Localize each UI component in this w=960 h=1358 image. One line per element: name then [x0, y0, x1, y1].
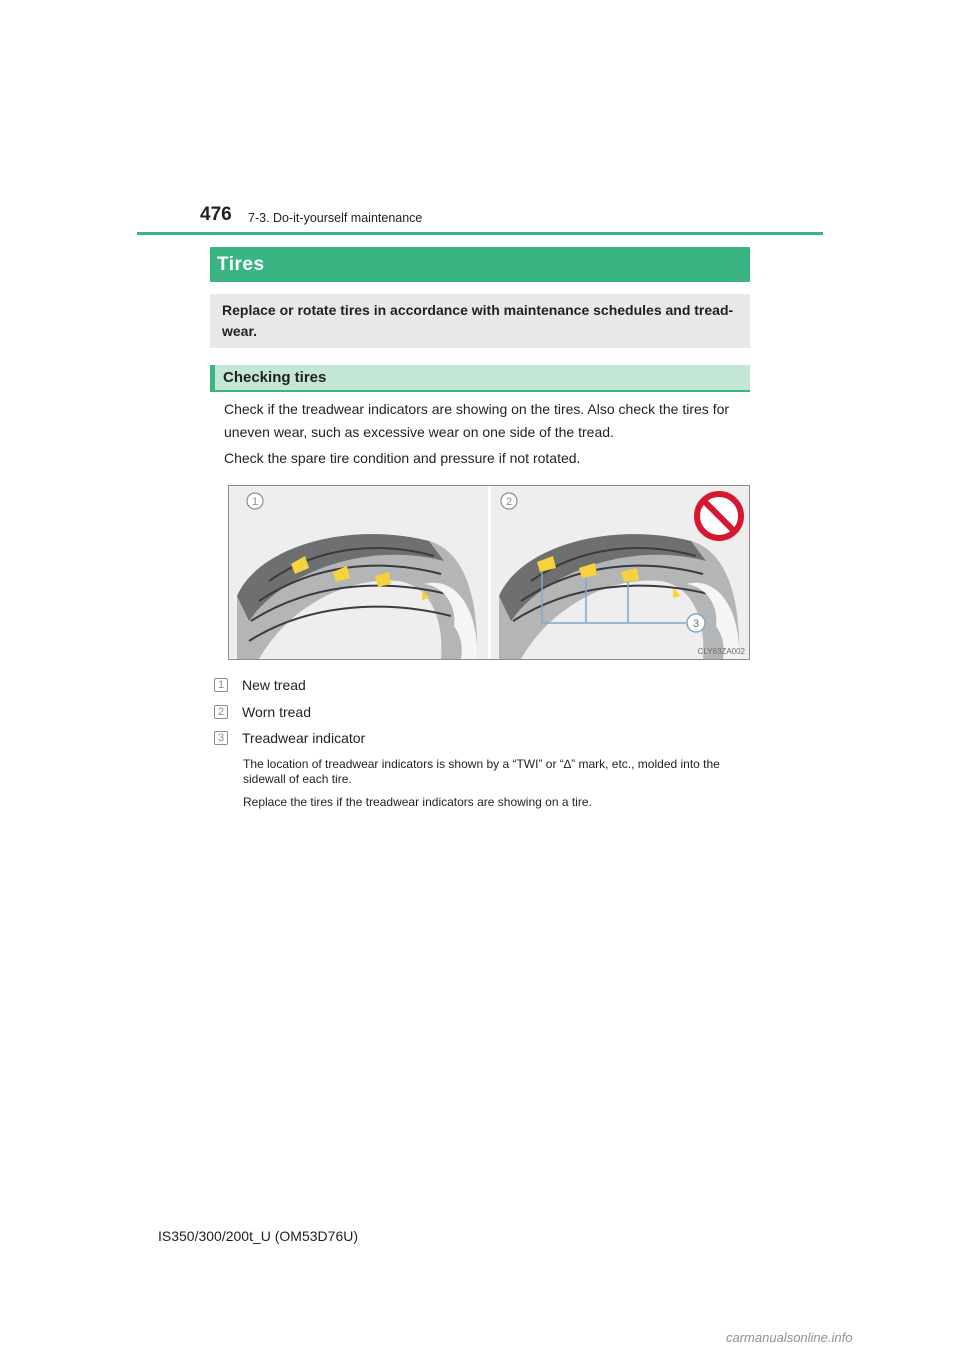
tire-figure [228, 485, 750, 660]
panel-divider [488, 486, 491, 659]
new-tread-tire [237, 534, 477, 659]
callout-2 [501, 493, 517, 509]
page-number: 476 [200, 204, 232, 225]
paragraph-spare-tire: Check the spare tire condition and pressure if not rotated. [224, 450, 581, 466]
callout-2-label: 2 [505, 496, 513, 508]
note-replace-tires: Replace the tires if the treadwear indicators are showing on a tire. [243, 795, 592, 809]
legend-label: Worn tread [242, 704, 311, 720]
callout-3-label: 3 [692, 618, 700, 630]
prohibited-icon [697, 494, 741, 538]
callout-3 [687, 614, 705, 632]
paragraph-treadwear: Check if the treadwear indicators are showing on the tires. Also check the tires for uneven wear, such as excessive wear on one side of the tread. [224, 401, 730, 440]
footer-model-code: IS350/300/200t_U (OM53D76U) [158, 1228, 358, 1244]
section-heading: 7-3. Do-it-yourself maintenance [248, 211, 423, 225]
legend-label: Treadwear indicator [242, 730, 366, 746]
subsection-bar [210, 365, 750, 392]
figure-code: CLY63ZA002 [697, 647, 745, 656]
page-title: Tires [217, 253, 265, 275]
legend-item-treadwear-indicator [214, 729, 365, 747]
legend-number: 3 [214, 731, 228, 745]
header-rule [137, 232, 823, 235]
tire-illustration [229, 486, 749, 659]
note-indicator-location: The location of treadwear indicators is shown by a “TWI” or “∆” mark, etc., molded into the sidewall of each tire. [243, 757, 720, 786]
legend-number: 2 [214, 705, 228, 719]
legend-number: 1 [214, 678, 228, 692]
legend-label: New tread [242, 677, 306, 693]
callout-1-label: 1 [251, 496, 259, 508]
intro-box: Replace or rotate tires in accordance with maintenance schedules and tread-wear. [210, 294, 750, 348]
subsection-title: Checking tires [223, 369, 327, 386]
title-bar [210, 247, 750, 282]
legend-item-worn-tread [214, 703, 311, 721]
watermark: carmanualsonline.info [726, 1330, 853, 1345]
worn-tread-tire [499, 534, 739, 659]
legend-item-new-tread [214, 676, 306, 694]
callout-1 [247, 493, 263, 509]
